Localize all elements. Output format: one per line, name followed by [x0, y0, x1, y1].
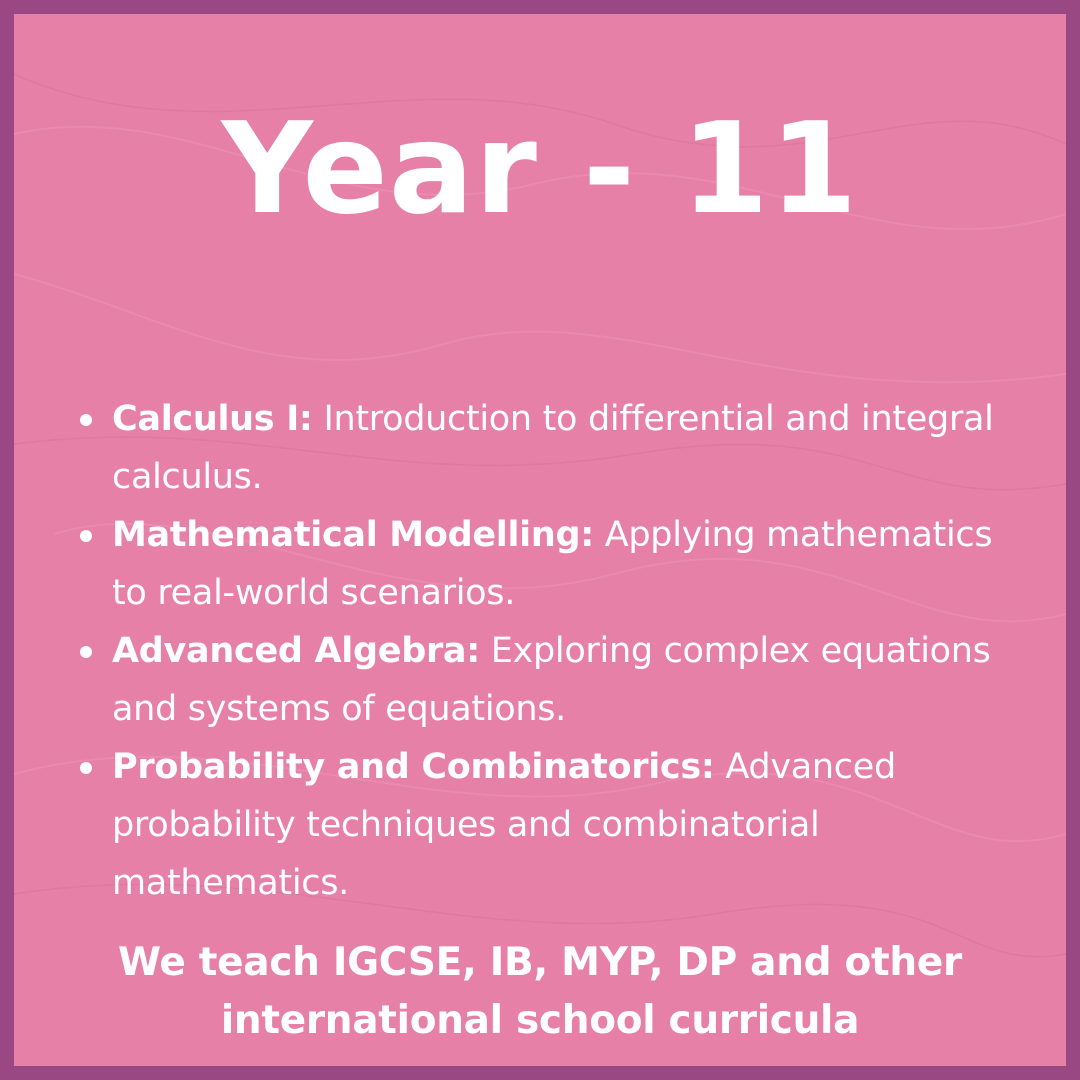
bullet-icon — [80, 414, 92, 426]
bullet-icon — [80, 530, 92, 542]
topic-description: Exploring complex equations and systems of equations. — [112, 631, 991, 729]
footer-line-2: international school curricula — [220, 998, 860, 1043]
topic-name: Mathematical Modelling: — [112, 515, 594, 555]
topic-description: Applying mathematics to real-world scenarios. — [112, 515, 993, 613]
page-title: Year - 11 — [221, 95, 859, 242]
topic-description: Introduction to differential and integral calculus. — [112, 399, 994, 497]
topic-name: Advanced Algebra: — [112, 631, 480, 671]
bullet-icon — [80, 646, 92, 658]
list-item — [80, 622, 1010, 738]
topic-name: Calculus I: — [112, 399, 313, 439]
poster-panel — [14, 14, 1066, 1066]
topic-name: Probability and Combinatorics: — [112, 747, 715, 787]
bullet-icon — [80, 762, 92, 774]
topic-list — [80, 390, 1010, 912]
topic-description: Advanced probability techniques and combinatorial mathematics. — [112, 747, 896, 903]
list-item — [80, 506, 1010, 622]
list-item — [80, 390, 1010, 506]
footer-line-1: We teach IGCSE, IB, MYP, DP and other — [118, 940, 962, 985]
curricula-footer — [14, 934, 1066, 1050]
list-item — [80, 738, 1010, 912]
